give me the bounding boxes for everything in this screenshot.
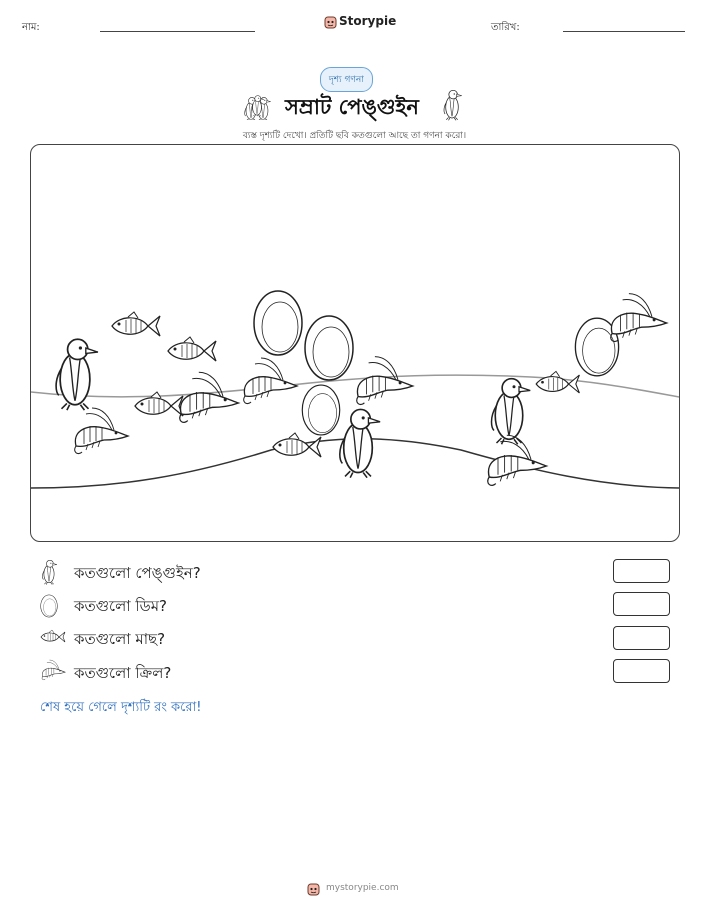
answer-box-fish[interactable] <box>613 626 670 650</box>
fish <box>112 312 160 336</box>
finish-note: শেষ হয়ে গেলে দৃশ্যটি রং করো! <box>40 700 202 715</box>
counting-scene <box>30 144 680 542</box>
name-field-line[interactable] <box>100 31 255 32</box>
question-eggs: কতগুলো ডিম? <box>74 597 167 615</box>
brand-name: Storypie <box>339 14 397 28</box>
date-label: তারিখ: <box>491 22 520 33</box>
question-penguins: কতগুলো পেঙ্গুইন? <box>74 564 201 582</box>
fish-icon <box>40 628 66 650</box>
penguin <box>340 409 380 477</box>
scene-illustration <box>31 145 679 541</box>
egg <box>305 316 353 380</box>
storypie-logo-icon <box>324 15 337 29</box>
egg <box>254 291 302 355</box>
instructions: ব্যস্ত দৃশ্যটি দেখো। প্রতিটি ছবি কতগুলো আছে তা গণনা করো। <box>242 131 467 141</box>
egg <box>302 385 339 435</box>
krill <box>244 358 297 404</box>
answer-box-penguins[interactable] <box>613 559 670 583</box>
krill <box>611 294 667 342</box>
date-field-line[interactable] <box>563 31 685 32</box>
krill <box>180 372 239 422</box>
penguin <box>492 379 531 445</box>
storypie-logo <box>324 14 337 33</box>
fish <box>168 337 216 361</box>
krill-icon <box>40 659 66 685</box>
answer-box-eggs[interactable] <box>613 592 670 616</box>
water-line <box>31 375 679 397</box>
egg-icon <box>40 594 58 622</box>
penguin-title-icon <box>440 90 464 126</box>
krill <box>75 408 128 454</box>
footer-url[interactable]: mystorypie.com <box>326 883 399 893</box>
penguin-icon <box>40 560 58 590</box>
question-fish: কতগুলো মাছ? <box>74 630 166 648</box>
penguin-group-icon <box>242 92 272 124</box>
question-krill: কতগুলো ক্রিল? <box>74 664 172 682</box>
footer-logo-icon <box>307 881 320 900</box>
category-badge: দৃশ্য গণনা <box>320 67 373 92</box>
fish <box>536 371 579 393</box>
page-title: সম্রাট পেঙ্গুইন <box>285 95 419 119</box>
name-label: নাম: <box>22 22 40 33</box>
krill <box>357 357 413 405</box>
fish <box>273 433 321 457</box>
penguin <box>56 339 98 410</box>
answer-box-krill[interactable] <box>613 659 670 683</box>
